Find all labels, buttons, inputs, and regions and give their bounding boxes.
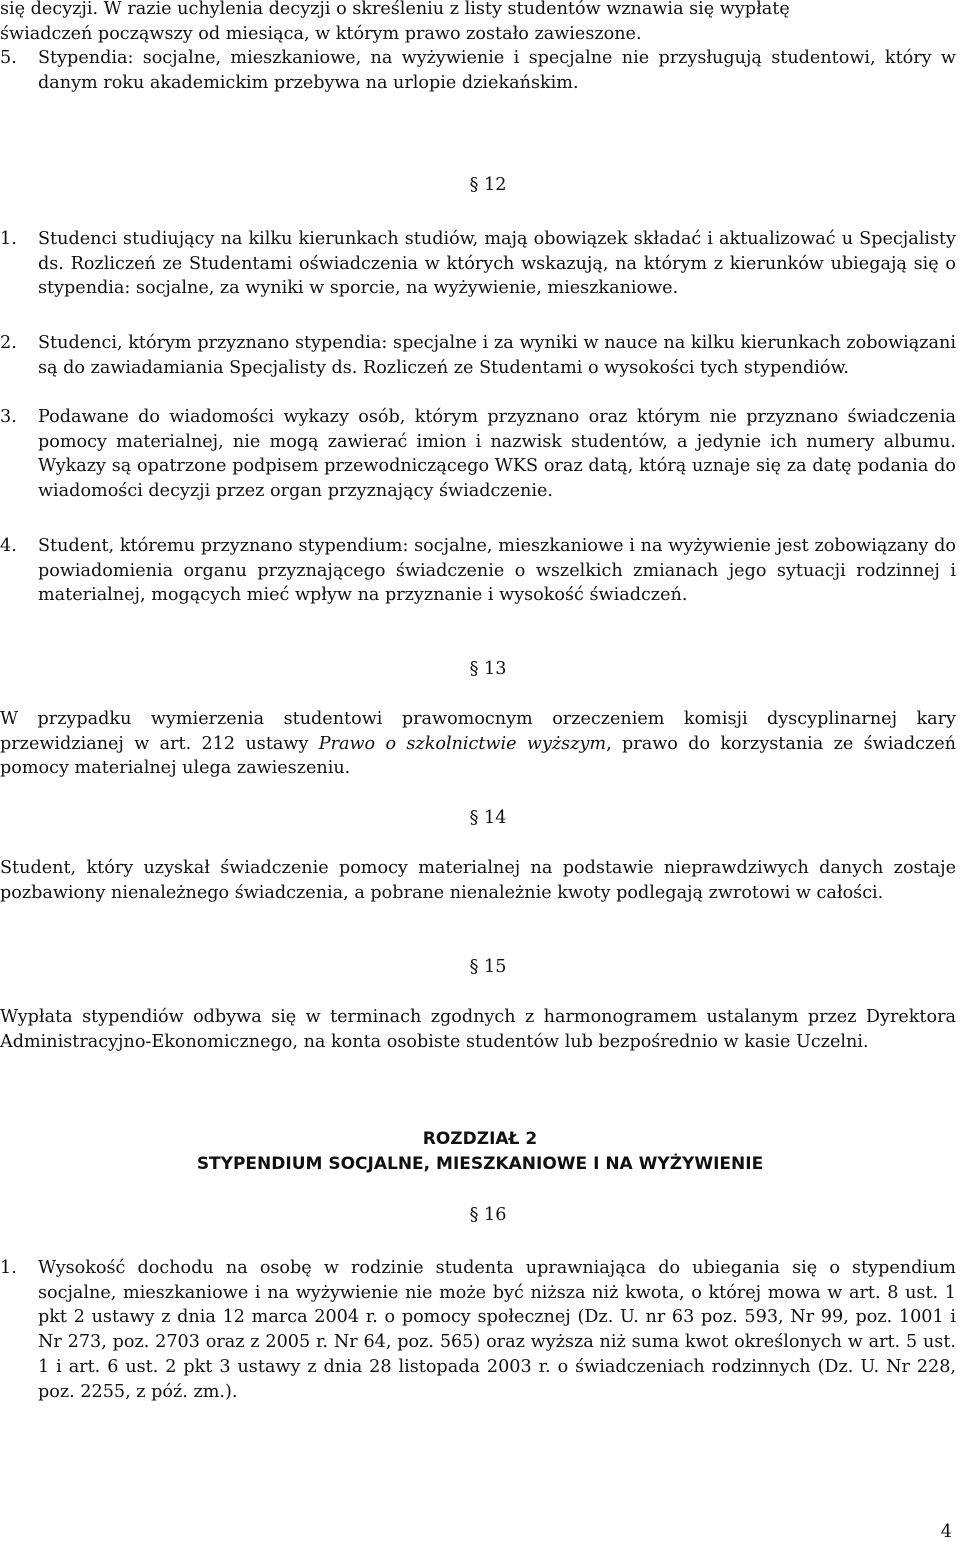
chapter-name: STYPENDIUM SOCJALNE, MIESZKANIOWE I NA WYŻYWIENIE xyxy=(196,1153,764,1174)
paragraph-15: Wypłata stypendiów odbywa się w terminach zgodnych z harmonogramem ustalanym przez Dyrektora Administracyjno-Ekonomicznego, na konta osobiste studentów lub bezpośrednio w kasie Uczelni. xyxy=(0,1007,956,1052)
paragraph-text: W przypadku wymierzenia studentowi prawomocnym orzeczeniem komisji dyscyplinarnej kary przewidzianej w art. 212 ustawy xyxy=(0,709,956,754)
list-number: 1. xyxy=(0,229,17,249)
list-text: Student, któremu przyznano stypendium: socjalne, mieszkaniowe i na wyżywienie jest zobowiązany do powiadomienia organu przyznającego świadczenie o wszelkich zmianach jego sytuacji rodzinnej i materialnej, mogących mieć wpływ na przyznanie i wysokość świadczeń. xyxy=(38,536,956,606)
continuation-text xyxy=(0,0,956,46)
chapter-title xyxy=(0,1127,960,1176)
list-number: 1. xyxy=(0,1258,17,1278)
section-heading-text: § 16 xyxy=(469,1205,507,1225)
list-text: Studenci, którym przyznano stypendia: specjalne i za wyniki w nauce na kilku kierunkach zobowiązani są do zawiadamiania Specjalisty ds. Rozliczeń ze Studentami o wysokości tych stypendiów. xyxy=(38,333,956,378)
list-number: 5. xyxy=(0,48,17,68)
page-number: 4 xyxy=(940,1522,952,1542)
section-heading-15 xyxy=(0,955,960,980)
chapter-number: ROZDZIAŁ 2 xyxy=(422,1129,538,1149)
section-heading-13 xyxy=(0,657,960,682)
section-heading-12 xyxy=(0,173,960,198)
section-heading-text: § 12 xyxy=(469,175,507,195)
paragraph-14: Student, który uzyskał świadczenie pomocy materialnej na podstawie nieprawdziwych danych zostaje pozbawiony nienależnego świadczenia, a pobrane nienależnie kwoty podlegają zwrotowi w całości. xyxy=(0,858,956,903)
paragraph-text: , prawo do korzystania ze świadczeń pomocy materialnej ulega zawieszeniu. xyxy=(0,733,956,779)
section-heading-text: § 15 xyxy=(469,957,507,977)
list-number: 3. xyxy=(0,407,17,427)
section-heading-14 xyxy=(0,806,960,831)
continuation-line-2: świadczeń począwszy od miesiąca, w którym prawo zostało zawieszone. xyxy=(0,23,642,44)
list-text: Podawane do wiadomości wykazy osób, którym przyznano oraz którym nie przyznano świadczenia pomocy materialnej, nie mogą zawierać imion i nazwisk studentów, a jedynie ich numery albumu. Wykazy są opatrzone podpisem przewodniczącego WKS oraz datą, którą uznaje się za datę podania do wiadomości decyzji przez organ przyznający świadczenie. xyxy=(38,407,956,502)
list-number: 2. xyxy=(0,333,17,353)
list-number: 4. xyxy=(0,536,17,556)
paragraph-13 xyxy=(0,707,956,781)
list-text: Stypendia: socjalne, mieszkaniowe, na wyżywienie i specjalne nie przysługują studentowi, który w danym roku akademickim przebywa na urlopie dziekańskim. xyxy=(38,48,956,93)
section-heading-16 xyxy=(0,1203,960,1228)
statute-title: Prawo o szkolnictwie wyższym xyxy=(318,733,607,754)
list-text: Studenci studiujący na kilku kierunkach studiów, mają obowiązek składać i aktualizować u Specjalisty ds. Rozliczeń ze Studentami oświadczenia w których wskazują, na którym z kierunków ubiegają się o stypendia: socjalne, za wyniki w sporcie, na wyżywienie, mieszkaniowe. xyxy=(38,229,956,299)
list-text: Wysokość dochodu na osobę w rodzinie studenta uprawniająca do ubiegania się o stypendium socjalne, mieszkaniowe i na wyżywienie nie może być niższa niż kwota, o której mowa w art. 8 ust. 1 pkt 2 ustawy z dnia 12 marca 2004 r. o pomocy społecznej (Dz. U. nr 63 poz. 593, Nr 99, poz. 1001 i Nr 273, poz. 2703 oraz z 2005 r. Nr 64, poz. 565) oraz wyższa niż suma kwot określonych w art. 5 ust. 1 i art. 6 ust. 2 pkt 3 ustawy z dnia 28 listopada 2003 r. o świadczeniach rodzinnych (Dz. U. Nr 228, poz. 2255, z póź. zm.). xyxy=(38,1258,956,1402)
section-heading-text: § 13 xyxy=(469,659,507,679)
continuation-line-1: się decyzji. W razie uchylenia decyzji o skreśleniu z listy studentów wznawia się wypłatę xyxy=(0,0,790,19)
section-heading-text: § 14 xyxy=(469,808,507,828)
